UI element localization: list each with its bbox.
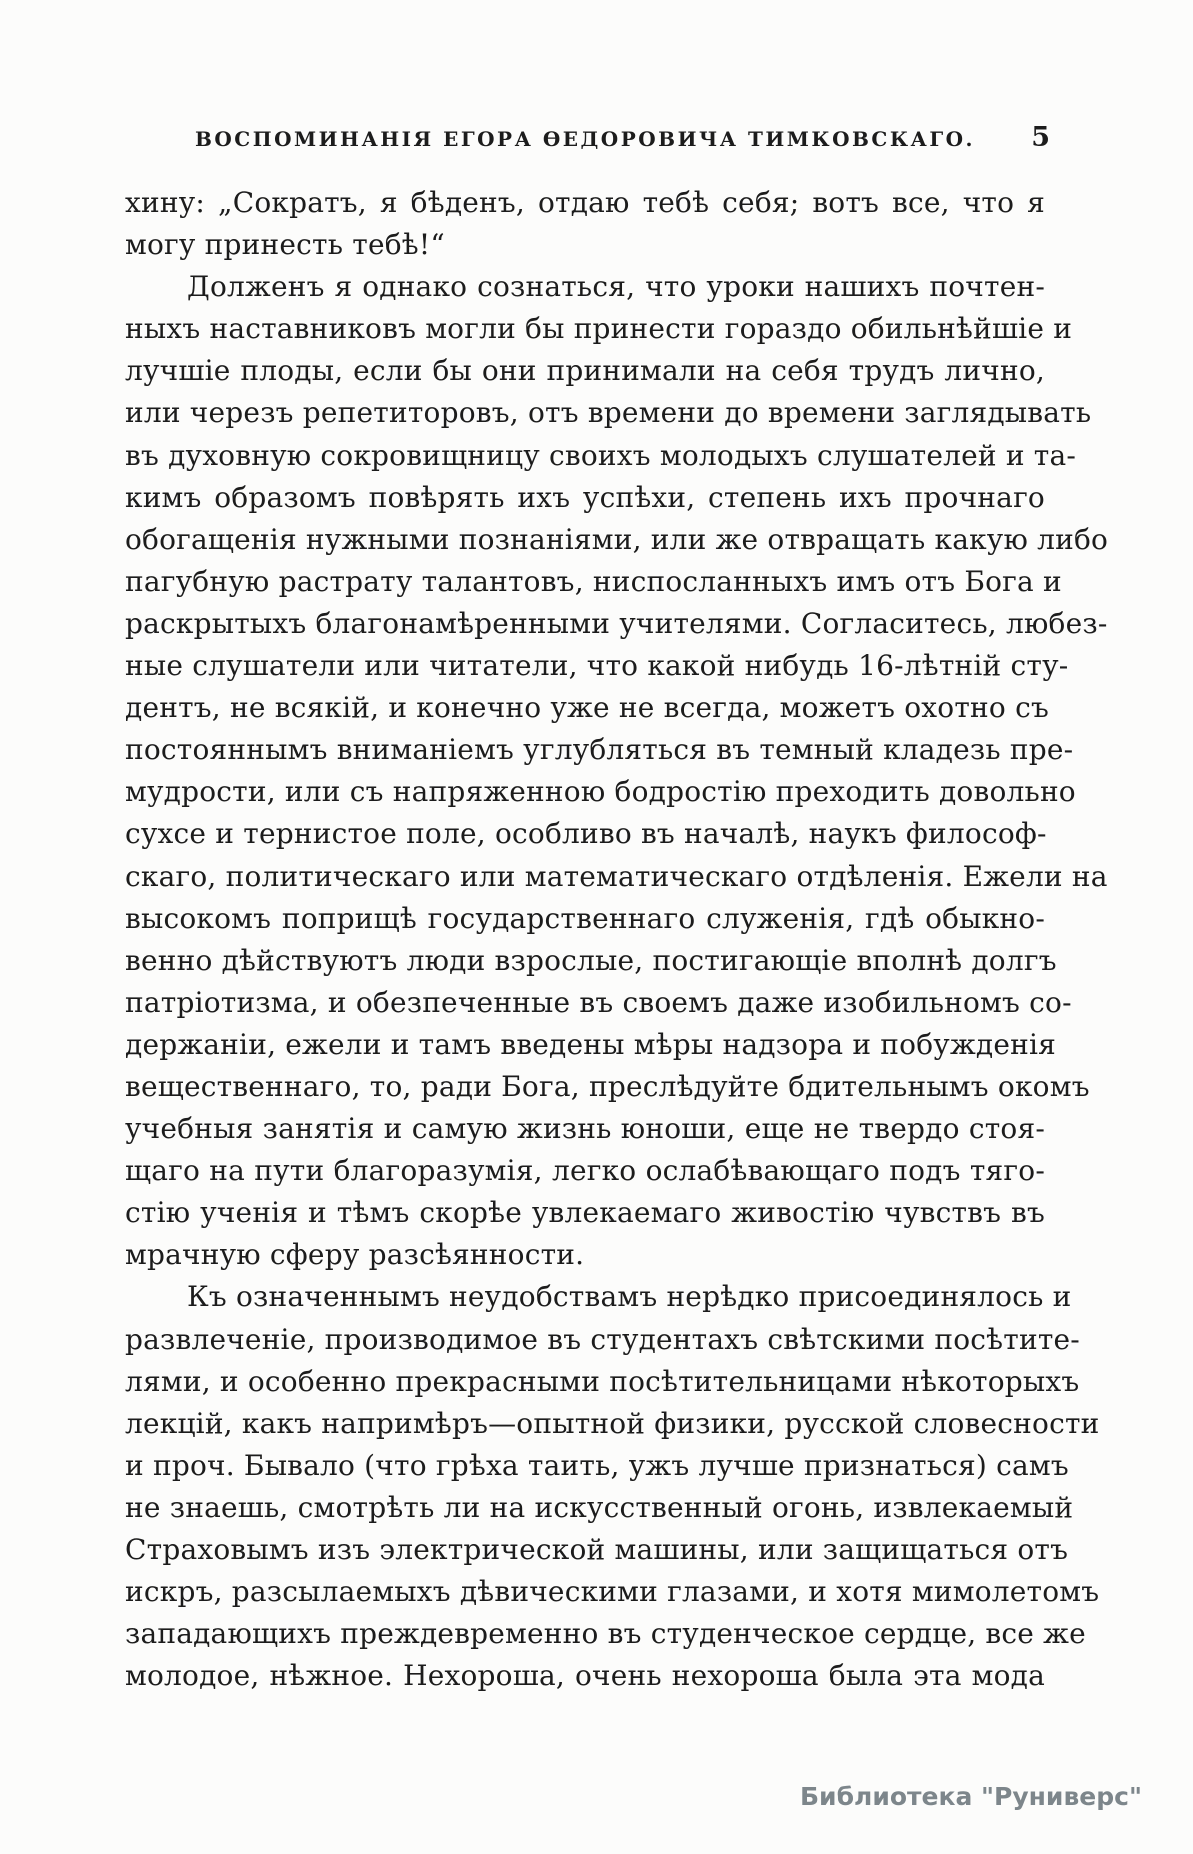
text-line: ныхъ наставниковъ могли бы принести гораздо обильнѣйшіе и [125, 312, 1073, 346]
text-line: лекцій, какъ напримѣръ—опытной физики, русской словесности [125, 1406, 1100, 1440]
text-line: венно дѣйствуютъ люди взрослые, постигающіе вполнѣ долгъ [125, 943, 1057, 977]
text-line: мудрости, или съ напряженною бодростію преходить довольно [125, 775, 1076, 809]
text-line: или черезъ репетиторовъ, отъ времени до времени заглядывать [125, 396, 1092, 430]
text-line: держаніи, ежели и тамъ введены мѣры надзора и побужденія [125, 1027, 1056, 1061]
text-line: развлеченіе, производимое въ студентахъ свѣтскими посѣтите- [125, 1322, 1080, 1356]
text-line: сухсе и тернистое поле, особливо въ началѣ, наукъ философ- [125, 817, 1047, 851]
text-line: не знаешь, смотрѣть ли на искусственный огонь, извлекаемый [125, 1490, 1074, 1524]
text-line: высокомъ поприщѣ государственнаго служенія, гдѣ обыкно- [125, 901, 1045, 935]
text-line: искръ, разсылаемыхъ дѣвическими глазами, и хотя мимолетомъ [125, 1575, 1100, 1609]
text-line: западающихъ преждевременно въ студенческое сердце, все же [125, 1617, 1086, 1651]
text-line: патріотизма, и обезпеченные въ своемъ даже изобильномъ со- [125, 985, 1072, 1019]
running-header-title: ВОСПОМИНАНІЯ ЕГОРА ѲЕДОРОВИЧА ТИМКОВСКАГО. [194, 127, 976, 151]
text-line: могу принесть тебѣ!“ [125, 228, 445, 262]
text-line: мрачную сферу разсѣянности. [125, 1238, 585, 1272]
text-line: дентъ, не всякій, и конечно уже не всегда, можетъ охотно съ [125, 691, 1049, 725]
text-line: лучшіе плоды, если бы они принимали на себя трудъ лично, [125, 354, 1045, 388]
text-line: Къ означеннымъ неудобствамъ нерѣдко присоединялось и [187, 1280, 1072, 1314]
library-watermark: Библиотека "Руниверс" [800, 1782, 1142, 1811]
body-text [125, 182, 1109, 1697]
text-line: Страховымъ изъ электрической машины, или защищаться отъ [125, 1533, 1069, 1566]
text-line: Долженъ я однако сознаться, что уроки нашихъ почтен- [187, 270, 1045, 304]
text-line: пагубную растрату талантовъ, ниспосланныхъ имъ отъ Бога и [125, 564, 1062, 598]
text-line: скаго, политическаго или математическаго отдѣленія. Ежели на [125, 859, 1108, 893]
text-line: ные слушатели или читатели, что какой нибудь 16-лѣтній сту- [125, 649, 1069, 683]
text-line: раскрытыхъ благонамѣренными учителями. Согласитесь, любез- [125, 606, 1108, 640]
text-line: обогащенія нужными познаніями, или же отвращать какую либо [125, 522, 1109, 556]
text-line: молодое, нѣжное. Нехороша, очень нехороша была эта мода [125, 1659, 1045, 1693]
running-header [125, 127, 1045, 151]
text-line: кимъ образомъ повѣрять ихъ успѣхи, степень ихъ прочнаго [125, 480, 1045, 514]
text-line: и проч. Бывало (что грѣха таить, ужъ лучше признаться) самъ [125, 1448, 1069, 1482]
text-line: вещественнаго, то, ради Бога, преслѣдуйте бдительнымъ окомъ [125, 1069, 1090, 1103]
text-line: стію ученія и тѣмъ скорѣе увлекаемаго живостію чувствъ въ [125, 1196, 1045, 1230]
text-line: постояннымъ вниманіемъ углубляться въ темный кладезь пре- [125, 733, 1074, 767]
text-line: учебныя занятія и самую жизнь юноши, еще не твердо стоя- [125, 1112, 1045, 1146]
page-number: 5 [1031, 122, 1050, 153]
text-line: въ духовную сокровищницу своихъ молодыхъ слушателей и та- [125, 438, 1077, 472]
text-line: хину: „Сократъ, я бѣденъ, отдаю тебѣ себя; вотъ все, что я [125, 186, 1045, 219]
text-line: лями, и особенно прекрасными посѣтительницами нѣкоторыхъ [125, 1364, 1080, 1398]
text-line: щаго на пути благоразумія, легко ослабѣвающаго подъ тяго- [125, 1154, 1045, 1188]
